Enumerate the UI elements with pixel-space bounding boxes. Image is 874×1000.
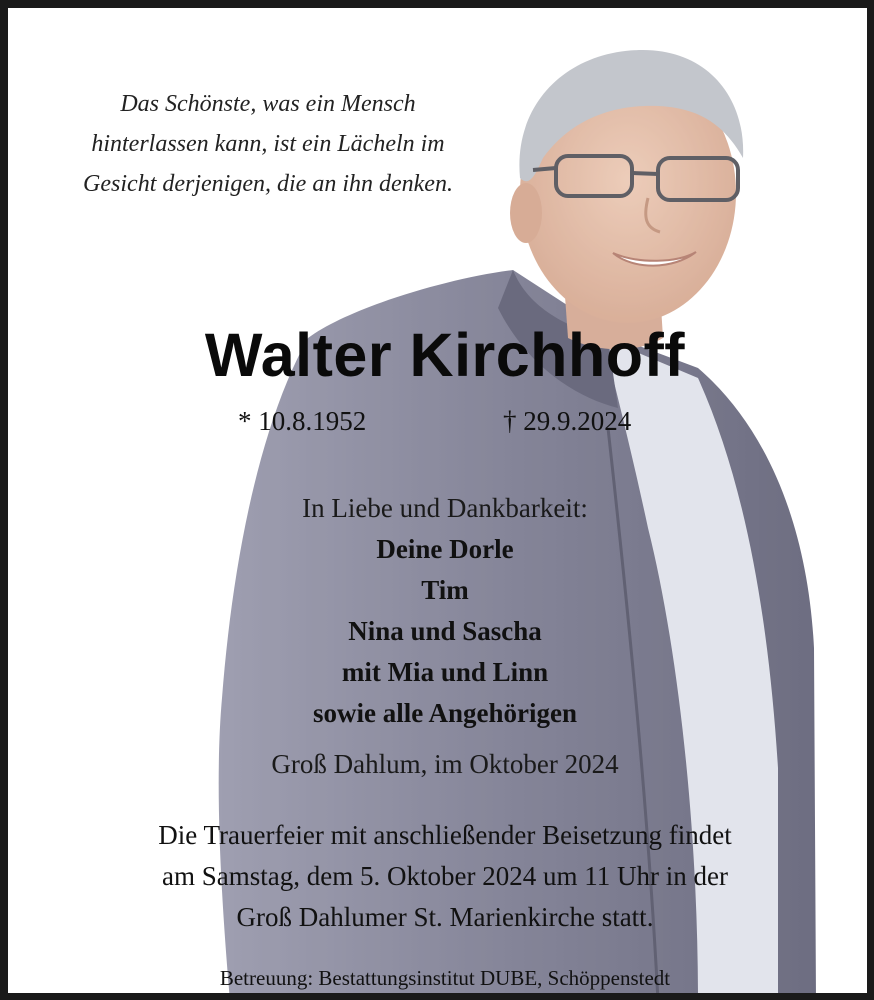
mourner-name: mit Mia und Linn (341, 657, 549, 687)
mourner-name: sowie alle Angehörigen (313, 698, 577, 728)
notice-text (8, 8, 874, 1000)
birth-date: * 10.8.1952 (238, 406, 367, 436)
service-line: Groß Dahlumer St. Marienkirche statt. (236, 902, 654, 932)
mourner-name: Deine Dorle (376, 534, 514, 564)
motto-line: Das Schönste, was ein Mensch (120, 91, 416, 117)
death-date: † 29.9.2024 (503, 406, 632, 436)
mourners-intro: In Liebe und Dankbarkeit: (302, 493, 588, 523)
service-line: Die Trauerfeier mit anschließender Beisetzung findet (158, 820, 732, 850)
place-date: Groß Dahlum, im Oktober 2024 (271, 749, 619, 779)
service-line: am Samstag, dem 5. Oktober 2024 um 11 Uhr in der (162, 861, 728, 891)
mourner-name: Nina und Sascha (348, 616, 542, 646)
motto-line: hinterlassen kann, ist ein Lächeln im (91, 131, 445, 157)
deceased-name: Walter Kirchhoff (204, 321, 686, 389)
mourner-name: Tim (421, 575, 469, 605)
funeral-home-credit: Betreuung: Bestattungsinstitut DUBE, Schöppenstedt (219, 966, 671, 990)
motto-line: Gesicht derjenigen, die an ihn denken. (83, 171, 453, 197)
